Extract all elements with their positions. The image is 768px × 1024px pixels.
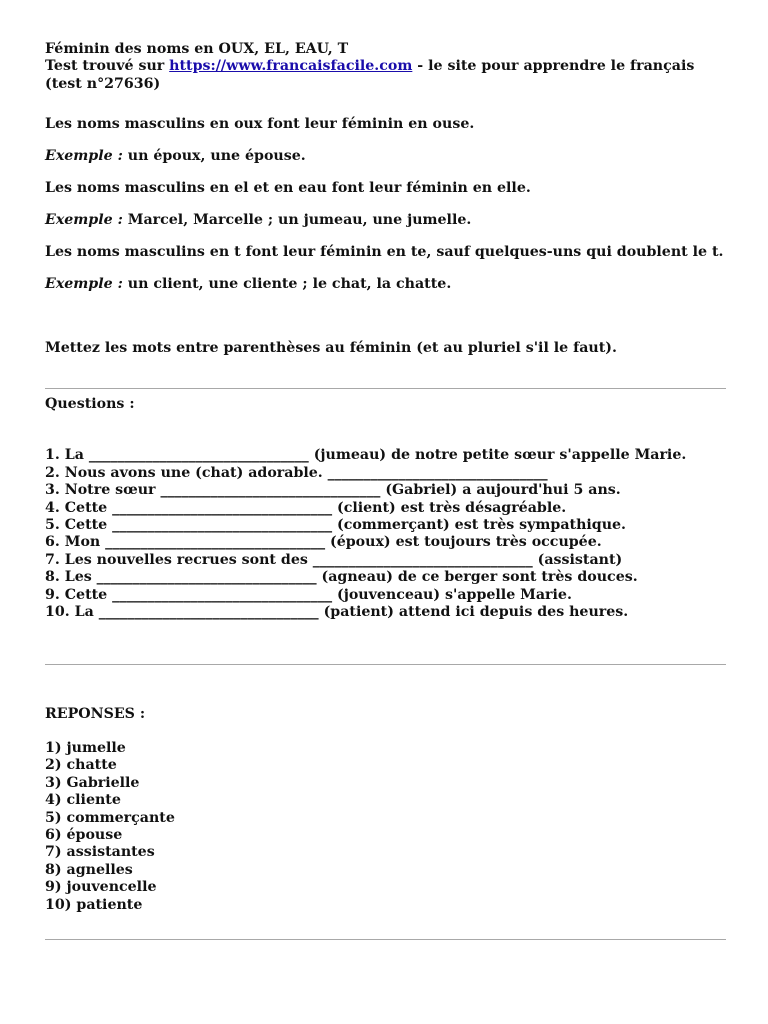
rules-section: [45, 116, 726, 293]
questions-heading: Questions :: [45, 396, 135, 413]
rule-example: [45, 148, 726, 165]
answer-item: 3) Gabrielle: [45, 774, 140, 791]
answer-item: 9) jouvencelle: [45, 879, 157, 896]
question-item: 10. La _______________________________ (patient) attend ici depuis des heures.: [45, 604, 629, 621]
answer-item: 5) commerçante: [45, 809, 175, 826]
question-item: 5. Cette _______________________________ (commerçant) est très sympathique.: [45, 517, 626, 534]
questions-list: [45, 447, 726, 621]
answer-item: 6) épouse: [45, 826, 123, 843]
question-item: 9. Cette _______________________________ (jouvenceau) s'appelle Marie.: [45, 586, 572, 603]
question-item: 2. Nous avons une (chat) adorable. _______________________________: [45, 464, 548, 481]
source-prefix: Test trouvé sur: [45, 58, 170, 75]
example-label: Exemple :: [45, 276, 123, 293]
question-item: 8. Les _______________________________ (agneau) de ce berger sont très douces.: [45, 569, 638, 586]
rule-text: Les noms masculins en oux font leur féminin en ouse.: [45, 116, 475, 133]
example-text: Marcel, Marcelle ; un jumeau, une jumelle.: [122, 212, 472, 229]
example-label: Exemple :: [45, 148, 123, 165]
answer-item: 1) jumelle: [45, 739, 126, 756]
example-label: Exemple :: [45, 212, 123, 229]
question-item: 7. Les nouvelles recrues sont des _______________________________ (assistant): [45, 551, 623, 568]
document-title: Féminin des noms en OUX, EL, EAU, T: [45, 41, 349, 57]
source-link[interactable]: https://www.francaisfacile.com: [169, 58, 413, 75]
test-id: (test n°27636): [45, 75, 161, 92]
rule-text: Les noms masculins en el et en eau font leur féminin en elle.: [45, 180, 531, 197]
answer-item: 10) patiente: [45, 896, 143, 913]
question-item: 6. Mon _______________________________ (époux) est toujours très occupée.: [45, 534, 602, 551]
rule-example: [45, 276, 726, 293]
rule-text: Les noms masculins en t font leur féminin en te, sauf quelques-uns qui doublent le t.: [45, 244, 724, 261]
document-page: [45, 41, 726, 940]
answers-list: [45, 740, 726, 914]
question-item: 4. Cette _______________________________ (client) est très désagréable.: [45, 499, 567, 516]
question-item: 3. Notre sœur _______________________________ (Gabriel) a aujourd'hui 5 ans.: [45, 482, 621, 499]
answer-item: 2) chatte: [45, 757, 117, 774]
answer-item: 4) cliente: [45, 792, 121, 809]
divider: [45, 939, 726, 940]
instruction: Mettez les mots entre parenthèses au féminin (et au pluriel s'il le faut).: [45, 339, 617, 356]
example-text: un client, une cliente ; le chat, la chatte.: [122, 276, 452, 293]
document-header: [45, 41, 726, 93]
rule-example: [45, 212, 726, 229]
question-item: 1. La _______________________________ (jumeau) de notre petite sœur s'appelle Marie.: [45, 447, 687, 464]
answer-item: 7) assistantes: [45, 844, 155, 861]
answer-item: 8) agnelles: [45, 861, 133, 878]
answers-heading: REPONSES :: [45, 705, 146, 722]
source-suffix: - le site pour apprendre le français: [412, 58, 695, 75]
example-text: un époux, une épouse.: [122, 148, 306, 165]
source-line: [45, 58, 726, 75]
